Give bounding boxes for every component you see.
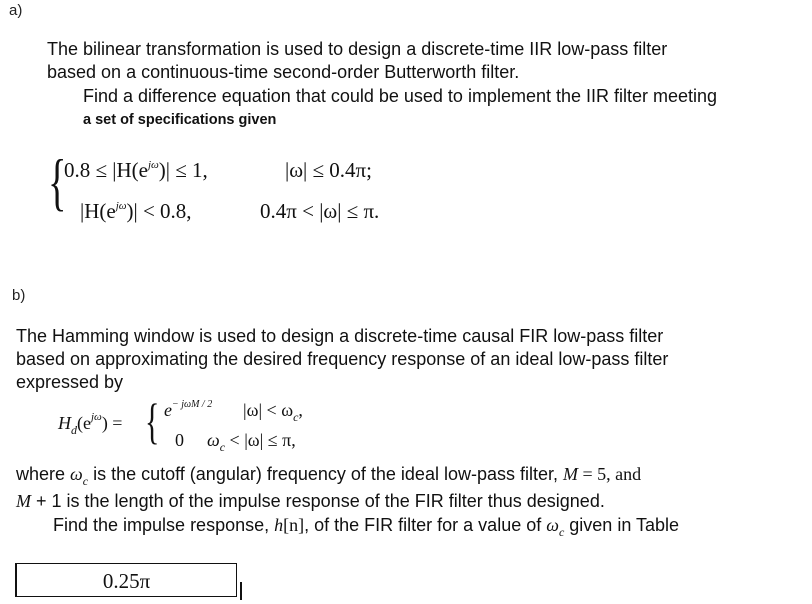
part-a-spec-note: a set of specifications given <box>83 112 277 128</box>
part-b-intro-line-3: expressed by <box>16 372 124 392</box>
case-1-cond-sub: c <box>293 410 299 424</box>
spec-row-1-condition: |ω| ≤ 0.4π; <box>285 158 372 182</box>
part-b-label: b) <box>12 287 26 304</box>
case-1-exponent: − jωM / 2 <box>172 399 213 410</box>
spec-row-2 <box>80 199 192 224</box>
case-1-condition <box>243 400 303 424</box>
length-M: M <box>16 491 31 511</box>
case-1-e: e <box>164 400 172 420</box>
where-omega: ω <box>70 464 83 484</box>
part-b-intro-line-1: The Hamming window is used to design a discrete-time causal FIR low-pass filter <box>16 326 664 346</box>
hd-subscript: d <box>71 423 77 437</box>
where-M: M <box>563 464 578 484</box>
find-omega: ω <box>546 515 559 535</box>
spec-row-1-rhs: )| ≤ 1, <box>158 158 208 182</box>
desired-response-brace: { <box>145 393 160 449</box>
spec-row-2-condition: 0.4π < |ω| ≤ π. <box>260 199 380 223</box>
value-table <box>15 563 237 597</box>
hd-exponent: jω <box>90 411 102 423</box>
find-end: given in Table <box>564 515 680 535</box>
where-start: where <box>16 464 71 484</box>
where-line <box>16 463 641 487</box>
spec-left-brace: { <box>48 146 67 217</box>
case-2-omega-sub: c <box>219 440 226 454</box>
find-start: Find the impulse response, <box>53 515 275 535</box>
case-1-cond-end: , <box>298 400 303 420</box>
length-rest: + 1 is the length of the impulse response of the FIR filter thus designed. <box>31 491 605 511</box>
hd-symbol: H <box>58 413 71 433</box>
spec-row-2-rhs: )| < 0.8, <box>126 199 192 223</box>
table-edge-mark <box>240 582 242 600</box>
case-2-condition <box>207 430 296 454</box>
part-a-label: a) <box>9 2 23 19</box>
part-b-intro-line-2: based on approximating the desired frequency response of an ideal low-pass filter <box>16 349 669 369</box>
find-h: h <box>274 515 284 535</box>
case-1-cond-text: |ω| < ω <box>243 400 294 420</box>
where-eq: = 5, and <box>578 464 642 484</box>
part-a-task: Find a difference equation that could be used to implement the IIR filter meeting <box>83 86 718 106</box>
table-cell-value: 0.25π <box>102 569 151 593</box>
part-a-intro-line-1: The bilinear transformation is used to design a discrete-time IIR low-pass filter <box>47 39 668 59</box>
find-mid: , of the FIR filter for a value of <box>304 515 547 535</box>
case-1-value <box>164 400 212 421</box>
hd-arg-close: ) = <box>101 413 123 433</box>
find-n: [n] <box>283 515 305 535</box>
hd-arg-open: (e <box>77 413 91 433</box>
where-mid: is the cutoff (angular) frequency of the ideal low-pass filter, <box>88 464 563 484</box>
case-2-omega: ω <box>207 430 220 450</box>
length-line <box>16 490 605 512</box>
spec-row-1-lhs: 0.8 ≤ |H(e <box>64 158 148 182</box>
spec-row-2-lhs: |H(e <box>80 199 116 223</box>
spec-row-1 <box>64 158 208 183</box>
find-line <box>53 514 679 538</box>
spec-row-2-exponent: jω <box>115 200 127 212</box>
case-2-cond-end: < |ω| ≤ π, <box>225 430 296 450</box>
part-a-intro-line-2: based on a continuous-time second-order Butterworth filter. <box>47 62 520 82</box>
find-omega-sub: c <box>558 525 565 539</box>
case-2-value: 0 <box>175 430 184 450</box>
desired-response-lhs <box>58 411 123 437</box>
where-omega-sub: c <box>82 474 89 488</box>
spec-row-1-exponent: jω <box>147 159 159 171</box>
